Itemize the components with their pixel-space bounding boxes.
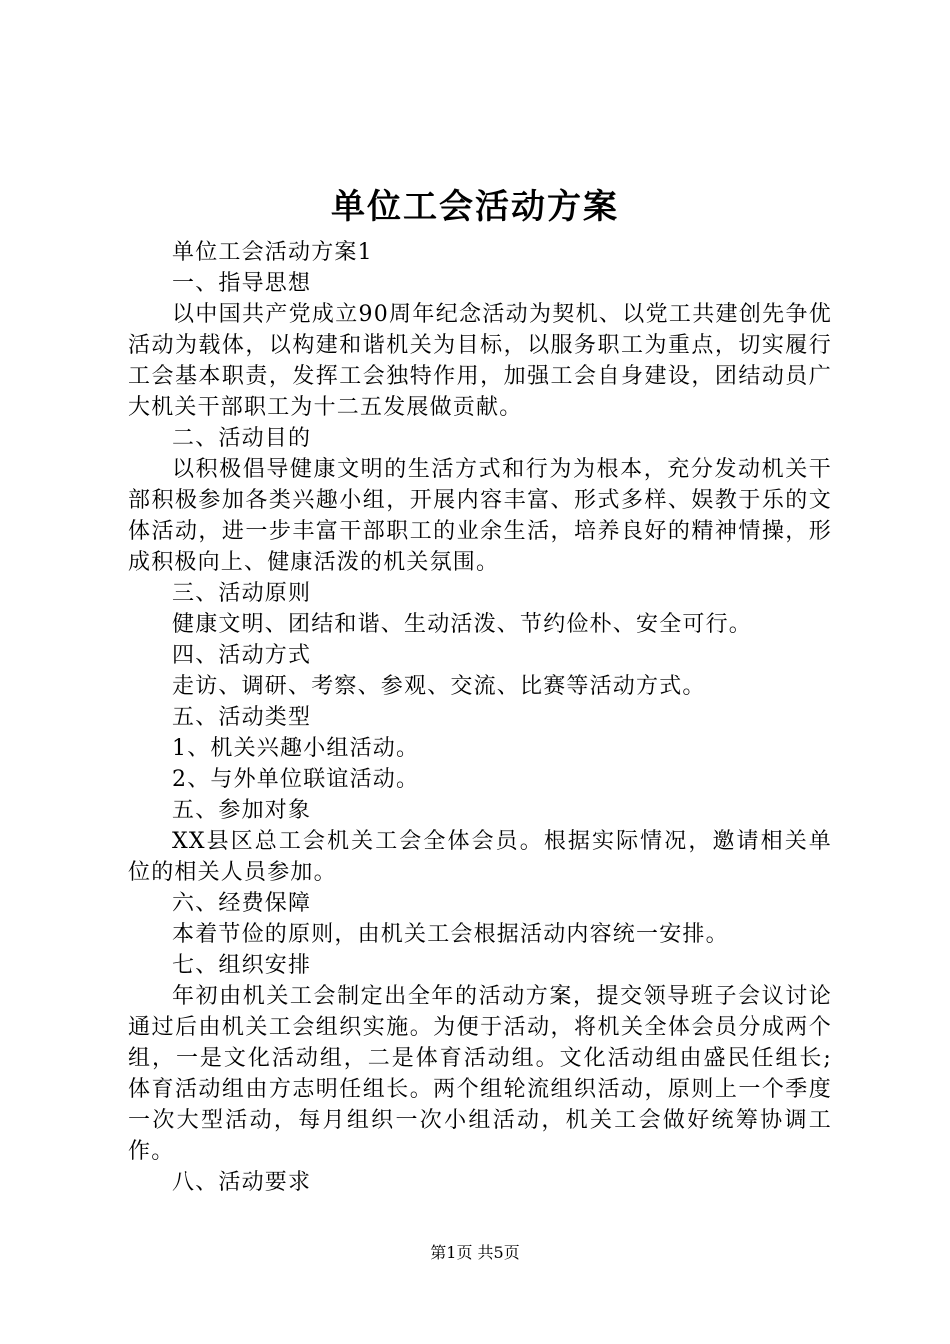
paragraph-methods: 走访、调研、考察、参观、交流、比赛等活动方式。 (172, 674, 706, 699)
list-item-type-2: 2、与外单位联谊活动。 (172, 767, 420, 792)
section-heading-purpose: 二、活动目的 (172, 426, 312, 451)
page-number-footer: 第1页 共5页 (430, 1243, 520, 1262)
document-title: 单位工会活动方案 (331, 187, 619, 227)
paragraph-purpose: 以积极倡导健康文明的生活方式和行为为根本，充分发动机关干部积极参加各类兴趣小组，开展内容丰富、形式多样、娱教于乐的文体活动，进一步丰富干部职工的业余生活，培养良好的精神情操，形成积极向上、健康活泼的机关氛围。 (128, 457, 832, 575)
paragraph-plan-heading: 单位工会活动方案1 (172, 240, 373, 265)
section-heading-types: 五、活动类型 (172, 705, 312, 730)
section-heading-participants: 五、参加对象 (172, 798, 312, 823)
section-heading-organization: 七、组织安排 (172, 953, 312, 978)
paragraph-organization: 年初由机关工会制定出全年的活动方案，提交领导班子会议讨论通过后由机关工会组织实施。为便于活动，将机关全体会员分成两个组，一是文化活动组，二是体育活动组。文化活动组由盛民任组长;体育活动组由方志明任组长。两个组轮流组织活动，原则上一个季度一次大型活动，每月组织一次小组活动，机关工会做好统筹协调工作。 (128, 984, 832, 1164)
paragraph-guiding-thought: 以中国共产党成立90周年纪念活动为契机、以党工共建创先争优活动为载体，以构建和谐机关为目标，以服务职工为重点，切实履行工会基本职责，发挥工会独特作用，加强工会自身建设，团结动员广大机关干部职工为十二五发展做贡献。 (128, 302, 832, 420)
section-heading-requirements: 八、活动要求 (172, 1170, 312, 1195)
list-item-type-1: 1、机关兴趣小组活动。 (172, 736, 420, 761)
paragraph-funding: 本着节俭的原则，由机关工会根据活动内容统一安排。 (172, 922, 729, 947)
paragraph-participants: XX县区总工会机关工会全体会员。根据实际情况，邀请相关单位的相关人员参加。 (128, 829, 832, 885)
section-heading-methods: 四、活动方式 (172, 643, 312, 668)
section-heading-principles: 三、活动原则 (172, 581, 312, 606)
section-heading-guiding-thought: 一、指导思想 (172, 271, 312, 296)
paragraph-principles: 健康文明、团结和谐、生动活泼、节约俭朴、安全可行。 (172, 612, 753, 637)
document-body (128, 237, 832, 1198)
section-heading-funding: 六、经费保障 (172, 891, 312, 916)
